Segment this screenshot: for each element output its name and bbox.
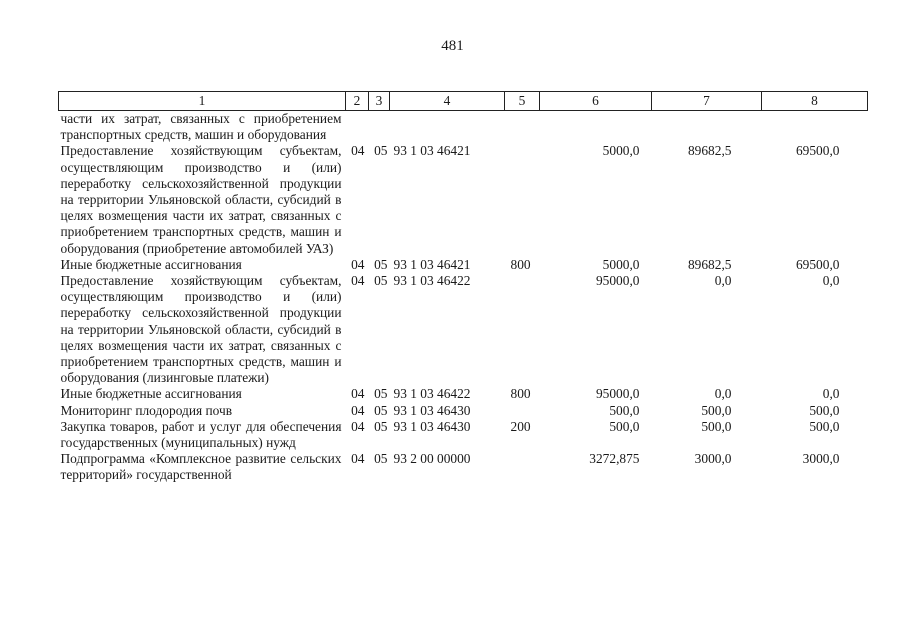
row-subsection: 05 <box>374 256 388 272</box>
row-target-code <box>390 111 505 144</box>
budget-table <box>58 91 868 484</box>
row-amount-col-6: 95000,0 <box>595 273 640 289</box>
table-row <box>59 257 868 273</box>
row-amount-col-6: 500,0 <box>609 418 640 434</box>
row-amount-col-7: 0,0 <box>714 386 732 402</box>
header-col-5: 5 <box>505 92 540 111</box>
table-row <box>59 403 868 419</box>
row-name: Мониторинг плодородия почв <box>60 402 233 418</box>
row-section: 04 <box>351 273 365 289</box>
row-amount-col-6: 95000,0 <box>595 386 640 402</box>
row-section: 04 <box>351 418 365 434</box>
row-target-code: 93 1 03 46422 <box>393 386 471 402</box>
row-amount-col-8 <box>762 111 868 144</box>
row-amount-col-7: 500,0 <box>701 418 732 434</box>
row-amount-col-7: 3000,0 <box>694 451 732 467</box>
row-subsection: 05 <box>374 418 388 434</box>
row-amount-col-6 <box>540 111 652 144</box>
row-section: 04 <box>351 402 365 418</box>
row-amount-col-8: 69500,0 <box>795 256 840 272</box>
header-col-1: 1 <box>59 92 346 111</box>
header-col-8: 8 <box>762 92 868 111</box>
row-expense-type: 200 <box>510 418 531 434</box>
row-amount-col-8: 500,0 <box>809 418 840 434</box>
page-number: 481 <box>441 38 464 54</box>
table-row <box>59 273 868 386</box>
row-subsection: 05 <box>374 273 388 289</box>
row-subsection: 05 <box>374 143 388 159</box>
row-name: Иные бюджетные ассигнования <box>60 386 242 402</box>
row-subsection: 05 <box>374 451 388 467</box>
row-subsection: 05 <box>374 386 388 402</box>
row-subsection <box>369 111 390 144</box>
row-amount-col-7: 89682,5 <box>687 143 732 159</box>
row-name: Подпрограмма «Комплексное развитие сельских территорий» государственной <box>60 451 342 483</box>
row-section: 04 <box>351 143 365 159</box>
header-col-6: 6 <box>540 92 652 111</box>
row-target-code: 93 1 03 46421 <box>393 143 471 159</box>
row-amount-col-8: 3000,0 <box>802 451 840 467</box>
row-amount-col-6: 500,0 <box>609 402 640 418</box>
row-amount-col-7: 0,0 <box>714 273 732 289</box>
table-row <box>59 386 868 402</box>
row-expense-type <box>505 273 540 386</box>
row-target-code: 93 1 03 46430 <box>393 402 471 418</box>
row-expense-type <box>505 143 540 256</box>
table-row <box>59 451 868 483</box>
row-name: части их затрат, связанных с приобретением транспортных средств, машин и оборудования <box>60 111 342 143</box>
row-name: Предоставление хозяйствующим субъектам, осуществляющим производство и (или) переработку сельскохозяйственной продукции на территории Ульяновской области, субсидий в целях возмещения части их затрат, связанных с приобретением транспортных средств, машин и оборудования (приобретение автомобилей УАЗ) <box>60 143 342 256</box>
table-row <box>59 111 868 144</box>
header-col-2: 2 <box>346 92 369 111</box>
row-amount-col-8: 0,0 <box>822 386 840 402</box>
row-section: 04 <box>351 451 365 467</box>
row-expense-type <box>505 451 540 483</box>
row-section: 04 <box>351 256 365 272</box>
row-target-code: 93 1 03 46430 <box>393 418 471 434</box>
row-target-code: 93 1 03 46422 <box>393 273 471 289</box>
row-amount-col-6: 5000,0 <box>602 143 640 159</box>
row-name: Закупка товаров, работ и услуг для обеспечения государственных (муниципальных) нужд <box>60 418 342 451</box>
table-body <box>59 111 868 484</box>
row-amount-col-8: 0,0 <box>822 273 840 289</box>
header-col-4: 4 <box>390 92 505 111</box>
row-amount-col-6: 3272,875 <box>589 451 640 467</box>
header-col-3: 3 <box>369 92 390 111</box>
row-subsection: 05 <box>374 402 388 418</box>
row-amount-col-8: 69500,0 <box>795 143 840 159</box>
table-row <box>59 143 868 256</box>
row-expense-type: 800 <box>510 256 531 272</box>
row-expense-type: 800 <box>510 386 531 402</box>
row-name: Предоставление хозяйствующим субъектам, осуществляющим производство и (или) переработку сельскохозяйственной продукции на территории Ульяновской области, субсидий в целях возмещения части их затрат, связанных с приобретением транспортных средств, машин и оборудования (лизинговые платежи) <box>60 273 342 386</box>
row-amount-col-6: 5000,0 <box>602 256 640 272</box>
row-section: 04 <box>351 386 365 402</box>
row-amount-col-8: 500,0 <box>809 402 840 418</box>
row-expense-type <box>505 111 540 144</box>
row-amount-col-7: 500,0 <box>701 402 732 418</box>
row-amount-col-7: 89682,5 <box>687 256 732 272</box>
header-col-7: 7 <box>652 92 762 111</box>
row-amount-col-7 <box>652 111 762 144</box>
row-expense-type <box>505 403 540 419</box>
row-target-code: 93 1 03 46421 <box>393 256 471 272</box>
row-section <box>346 111 369 144</box>
table-row <box>59 419 868 451</box>
row-target-code: 93 2 00 00000 <box>393 451 471 467</box>
row-name: Иные бюджетные ассигнования <box>60 256 242 272</box>
header-row <box>59 92 868 111</box>
